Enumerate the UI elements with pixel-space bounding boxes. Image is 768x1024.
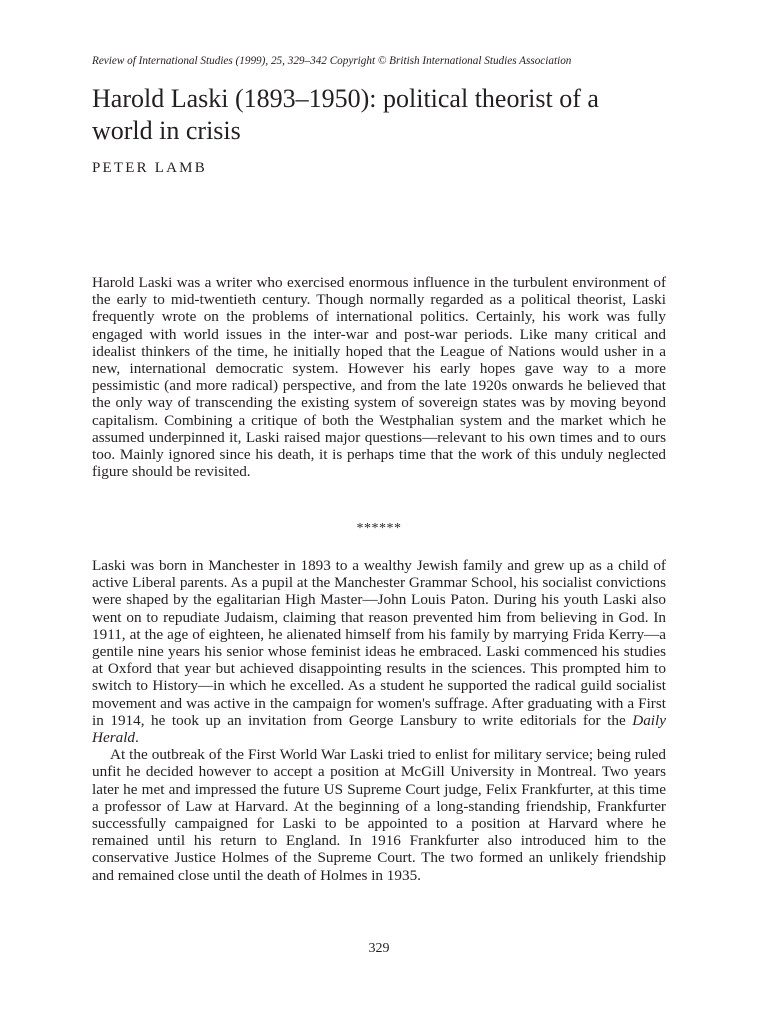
section-separator: ******: [356, 521, 402, 536]
running-head: Review of International Studies (1999), 25, 329–342 Copyright © British International Studies Association: [92, 55, 572, 67]
newspaper-title: Daily Herald: [92, 711, 666, 747]
article-title: Harold Laski (1893–1950): political theorist of a world in crisis: [92, 84, 599, 145]
body-paragraph-1-end: .: [135, 729, 139, 747]
body-paragraph-2: At the outbreak of the First World War Laski tried to enlist for military service; being ruled unfit he decided however to accept a position at McGill University in Montreal. Two years later he met and impressed the future US Supreme Court judge, Felix Frankfurter, at this time a professor of Law at Harvard. At the beginning of a long-standing friendship, Frankfurter successfully campaigned for Laski to be appointed to a position at Harvard where he remained until his return to England. In 1916 Frankfurter also introduced him to the conservative Justice Holmes of the Supreme Court. The two formed an unlikely friendship and remained close until the death of Holmes in 1935.: [92, 746, 666, 884]
abstract: [92, 274, 666, 480]
body-paragraph-1-text: Laski was born in Manchester in 1893 to a wealthy Jewish family and grew up as a child of active Liberal parents. As a pupil at the Manchester Grammar School, his socialist convictions were shaped by the egalitarian High Master—John Louis Paton. During his youth Laski also went on to repudiate Judaism, claiming that reason prevented him from believing in God. In 1911, at the age of eighteen, he alienated himself from his family by marrying Frida Kerry—a gentile nine years his senior whose feminist ideas he embraced. Laski commenced his studies at Oxford that year but achieved disappointing results in the sciences. This prompted him to switch to History—in which he excelled. As a student he supported the radical guild socialist movement and was active in the campaign for women's suffrage. After graduating with a First in 1914, he took up an invitation from George Lansbury to write editorials for the: [92, 557, 666, 729]
page-number: 329: [368, 941, 390, 956]
author-name: PETER LAMB: [92, 160, 207, 176]
article-body: [92, 557, 666, 884]
body-paragraph-1: [92, 557, 666, 746]
abstract-paragraph: Harold Laski was a writer who exercised enormous influence in the turbulent environment of the early to mid-twentieth century. Though normally regarded as a political theorist, Laski frequently wrote on the problems of international politics. Certainly, his work was fully engaged with world issues in the inter-war and post-war periods. Like many critical and idealist thinkers of the time, he initially hoped that the League of Nations would usher in a new, international democratic system. However his early hopes gave way to a more pessimistic (and more radical) perspective, and from the late 1920s onwards he believed that the only way of transcending the existing system of sovereign states was by moving beyond capitalism. Combining a critique of both the Westphalian system and the market which he assumed underpinned it, Laski raised major questions—relevant to his own times and to ours too. Mainly ignored since his death, it is perhaps time that the work of this unduly neglected figure should be revisited.: [92, 274, 666, 481]
